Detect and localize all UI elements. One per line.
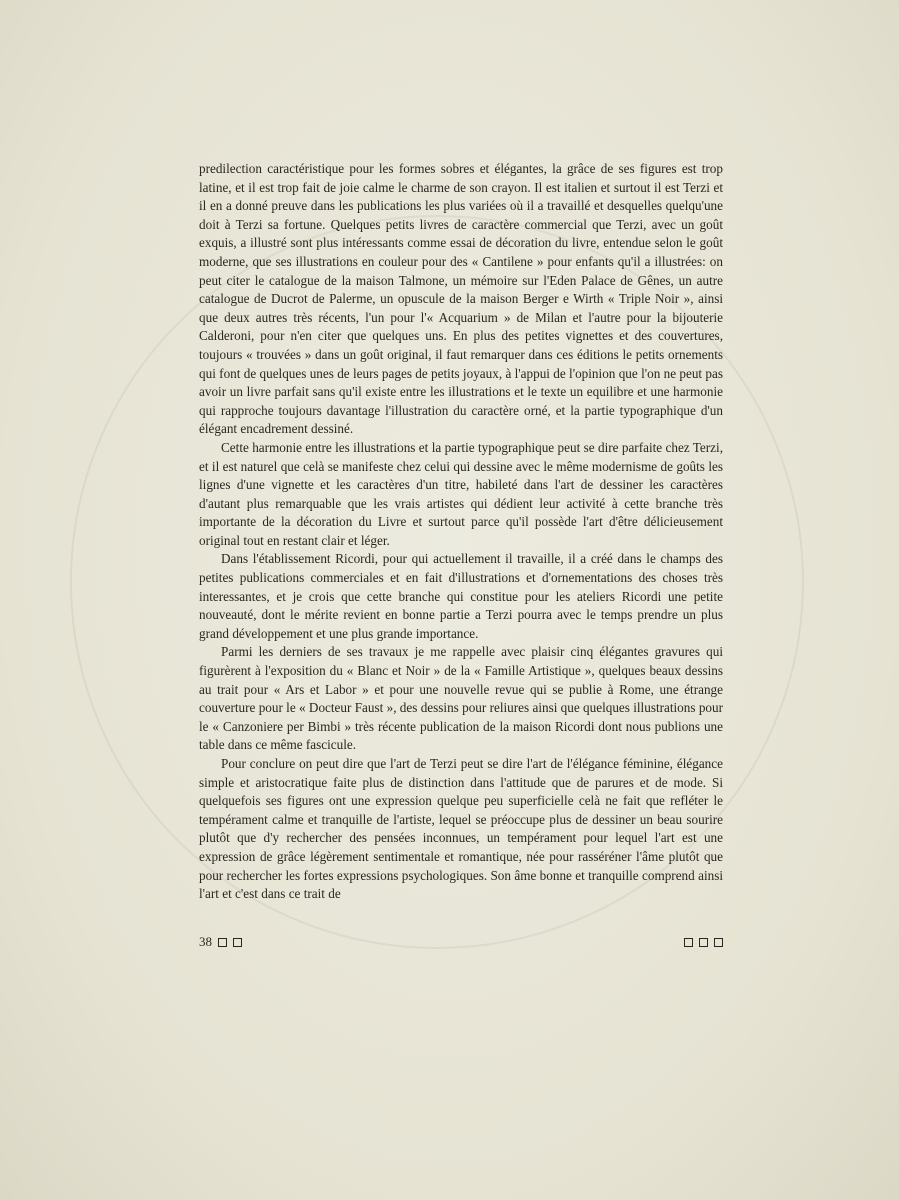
paragraph-5: Pour conclure on peut dire que l'art de Terzi peut se dire l'art de l'élégance féminine, élégance simple et aristocratique faite plus de distinction dans l'attitude que de parures et de mode. Si quelquefois ses figures ont une expression quelque peu superficielle celà ne fait que refléter le tempérament calme et tranquille de l'artiste, lequel se préoccupe plus de dessiner un beau sourire plutôt que d'y rechercher des pensées inconnues, un tempérament pour lequel l'art est une expression de grâce légèrement sentimentale et romantique, née pour rasséréner l'âme plutôt que pour rechercher les fortes expressions psychologiques. Son âme bonne et tranquille comprend ainsi l'art et c'est dans ce trait de <box>199 756 723 902</box>
page-number: 38 <box>199 934 212 949</box>
paragraph-4: Parmi les derniers de ses travaux je me rappelle avec plaisir cinq élégantes gravures qui figurèrent à l'exposition du « Blanc et Noir » de la « Famille Artistique », quelques beaux dessins au trait pour « Ars et Labor » et pour une nouvelle revue qui se publie à Rome, une étrange couverture pour le « Docteur Faust », des dessins pour reliures ainsi que quelques illustrations pour le « Canzoniere per Bimbi » très récente publication de la maison Ricordi dont nous publions une table dans ce même fascicule. <box>199 644 723 753</box>
left-ornament <box>218 938 242 947</box>
paragraph-1: predilection caractéristique pour les formes sobres et élégantes, la grâce de ses figures est trop latine, et il est trop fait de joie calme le charme de son crayon. Il est italien et surtout il est Terzi et il en a donné preuve dans les publications les plus variées où il a travaillé et desquelles quelqu'une doit à Terzi sa fortune. Quelques petits livres de caractère commercial que Terzi, avec un goût exquis, a illustré sont plus intéressants comme essai de décoration du livre, entendue selon le goût moderne, que ses illustrations en couleur pour des « Cantilene » pour enfants qu'il a illustrées: on peut citer le catalogue de la maison Talmone, un mémoire sur l'Eden Palace de Gênes, un autre catalogue de Ducrot de Palerme, un opuscule de la maison Berger e Wirth « Triple Noir », ainsi que deux autres très récents, l'un pour l'« Acquarium » de Milan et l'autre pour la bijouterie Calderoni, pour n'en citer que quelques uns. En plus des petites vignettes et des couvertures, toujours « trouvées » dans un goût original, il faut remarquer dans ces éditions le petits ornements qui font de quelques unes de leurs pages de petits joyaux, à l'appui de l'opinion que l'on ne peut pas avoir un livre parfait sans qu'il existe entre les illustrations et le texte un equilibre et une harmonie qui rapproche toujours davantage l'illustration du caractère orné, et la partie typographique d'un élégant encadrement dessiné. <box>199 161 723 437</box>
paragraph-2: Cette harmonie entre les illustrations et la partie typographique peut se dire parfaite chez Terzi, et il est naturel que celà se manifeste chez celui qui dessine avec le même modernisme de goûts les lignes d'une vignette et les caractères d'un titre, habileté dans l'art de dessiner les caractères d'autant plus remarquable que les vrais artistes qui dédient leur activité à cette branche très importante de la décoration du Livre et surtout parce qu'il possède l'art d'être délicieusement original tout en restant clair et léger. <box>199 439 723 548</box>
square-ornament-icon <box>699 938 708 947</box>
square-ornament-icon <box>714 938 723 947</box>
article-body <box>199 160 723 904</box>
square-ornament-icon <box>218 938 227 947</box>
page-footer <box>199 934 723 950</box>
paragraph-3: Dans l'établissement Ricordi, pour qui actuellement il travaille, il a créé dans le champs des petites publications commerciales et en fait d'illustrations et d'ornementations des choses très interessantes, et je crois que cette branche qui constitue pour les ateliers Ricordi une petite nouveauté, dont le mérite revient en bonne partie a Terzi pourra avec le temps prendre un plus grand développement et une plus grande importance. <box>199 551 723 641</box>
square-ornament-icon <box>684 938 693 947</box>
page-number-group <box>199 934 242 950</box>
right-ornament <box>684 938 723 947</box>
square-ornament-icon <box>233 938 242 947</box>
